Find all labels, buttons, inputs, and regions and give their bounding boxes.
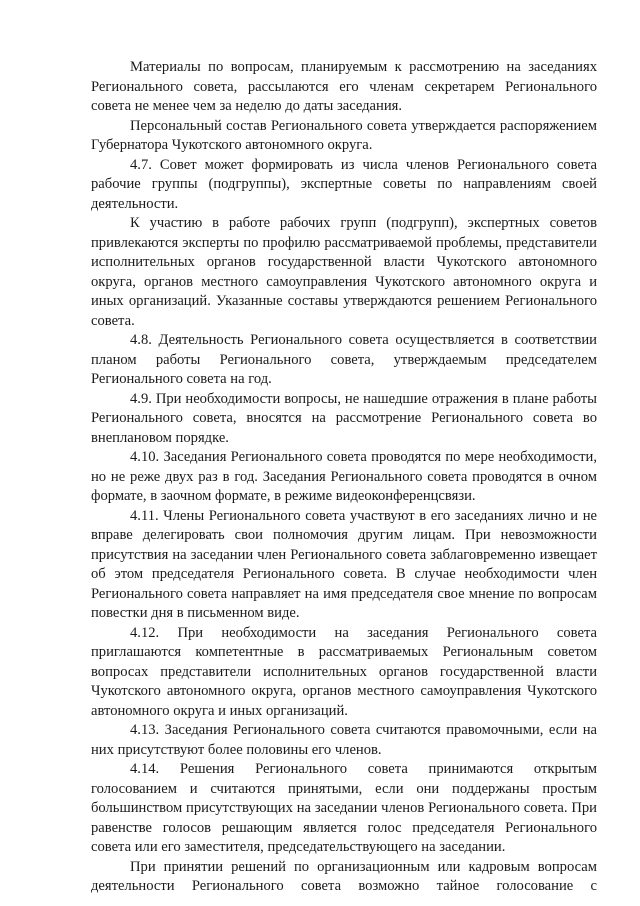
paragraph-4-11: 4.11. Члены Регионального совета участвуют в его заседаниях лично и не вправе делегировать свои полномочия другим лицам. При невозможности присутствия на заседании член Регионального совета заблаговременно извещает об этом председателя Регионального совета. В случае необходимости член Регионального совета направляет на имя председателя свое мнение по вопросам повестки дня в письменном виде. bbox=[91, 507, 597, 621]
paragraph-4-10: 4.10. Заседания Регионального совета проводятся по мере необходимости, но не реже двух раз в год. Заседания Регионального совета проводятся в очном формате, в заочном формате, в режиме видеоконференцсвязи. bbox=[91, 449, 597, 504]
paragraph-4-13: 4.13. Заседания Регионального совета считаются правомочными, если на них присутствуют более половины его членов. bbox=[91, 722, 597, 758]
document-page bbox=[91, 58, 597, 897]
paragraph-4-9: 4.9. При необходимости вопросы, не нашедшие отражения в плане работы Регионального совета, вносятся на рассмотрение Регионального совета во внеплановом порядке. bbox=[91, 390, 597, 446]
paragraph-working-groups: К участию в работе рабочих групп (подгрупп), экспертных советов привлекаются эксперты по профилю рассматриваемой проблемы, представители исполнительных органов государственной власти Чукотского автономного округа, органов местного самоуправления Чукотского автономного округа и иных организаций. Указанные составы утверждаются решением Регионального совета. bbox=[91, 215, 597, 329]
paragraph-materials: Материалы по вопросам, планируемым к рассмотрению на заседаниях Регионального совета, рассылаются его членам секретарем Регионального совета не менее чем за неделю до даты заседания. bbox=[91, 59, 597, 114]
paragraph-secret-voting: При принятии решений по организационным или кадровым вопросам деятельности Регионального совета возможно тайное голосование с bbox=[91, 858, 597, 894]
paragraph-4-12: 4.12. При необходимости на заседания Регионального совета приглашаются компетентные в рассматриваемых Региональным советом вопросах представители исполнительных органов государственной власти Чукотского автономного округа, органов местного самоуправления Чукотского автономного округа и иных организаций. bbox=[91, 624, 597, 719]
paragraph-4-7: 4.7. Совет может формировать из числа членов Регионального совета рабочие группы (подгруппы), экспертные советы по направлениям своей деятельности. bbox=[91, 156, 597, 212]
paragraph-4-8: 4.8. Деятельность Регионального совета осуществляется в соответствии планом работы Регионального совета, утверждаемым председателем Регионального совета на год. bbox=[91, 332, 597, 387]
paragraph-4-14: 4.14. Решения Регионального совета принимаются открытым голосованием и считаются принятыми, если они поддержаны простым большинством присутствующих на заседании членов Регионального совета. При равенстве голосов решающим является голос председателя Регионального совета или его заместителя, председательствующего на заседании. bbox=[91, 761, 597, 855]
paragraph-personal-composition: Персональный состав Регионального совета утверждается распоряжением Губернатора Чукотского автономного округа. bbox=[91, 117, 597, 153]
